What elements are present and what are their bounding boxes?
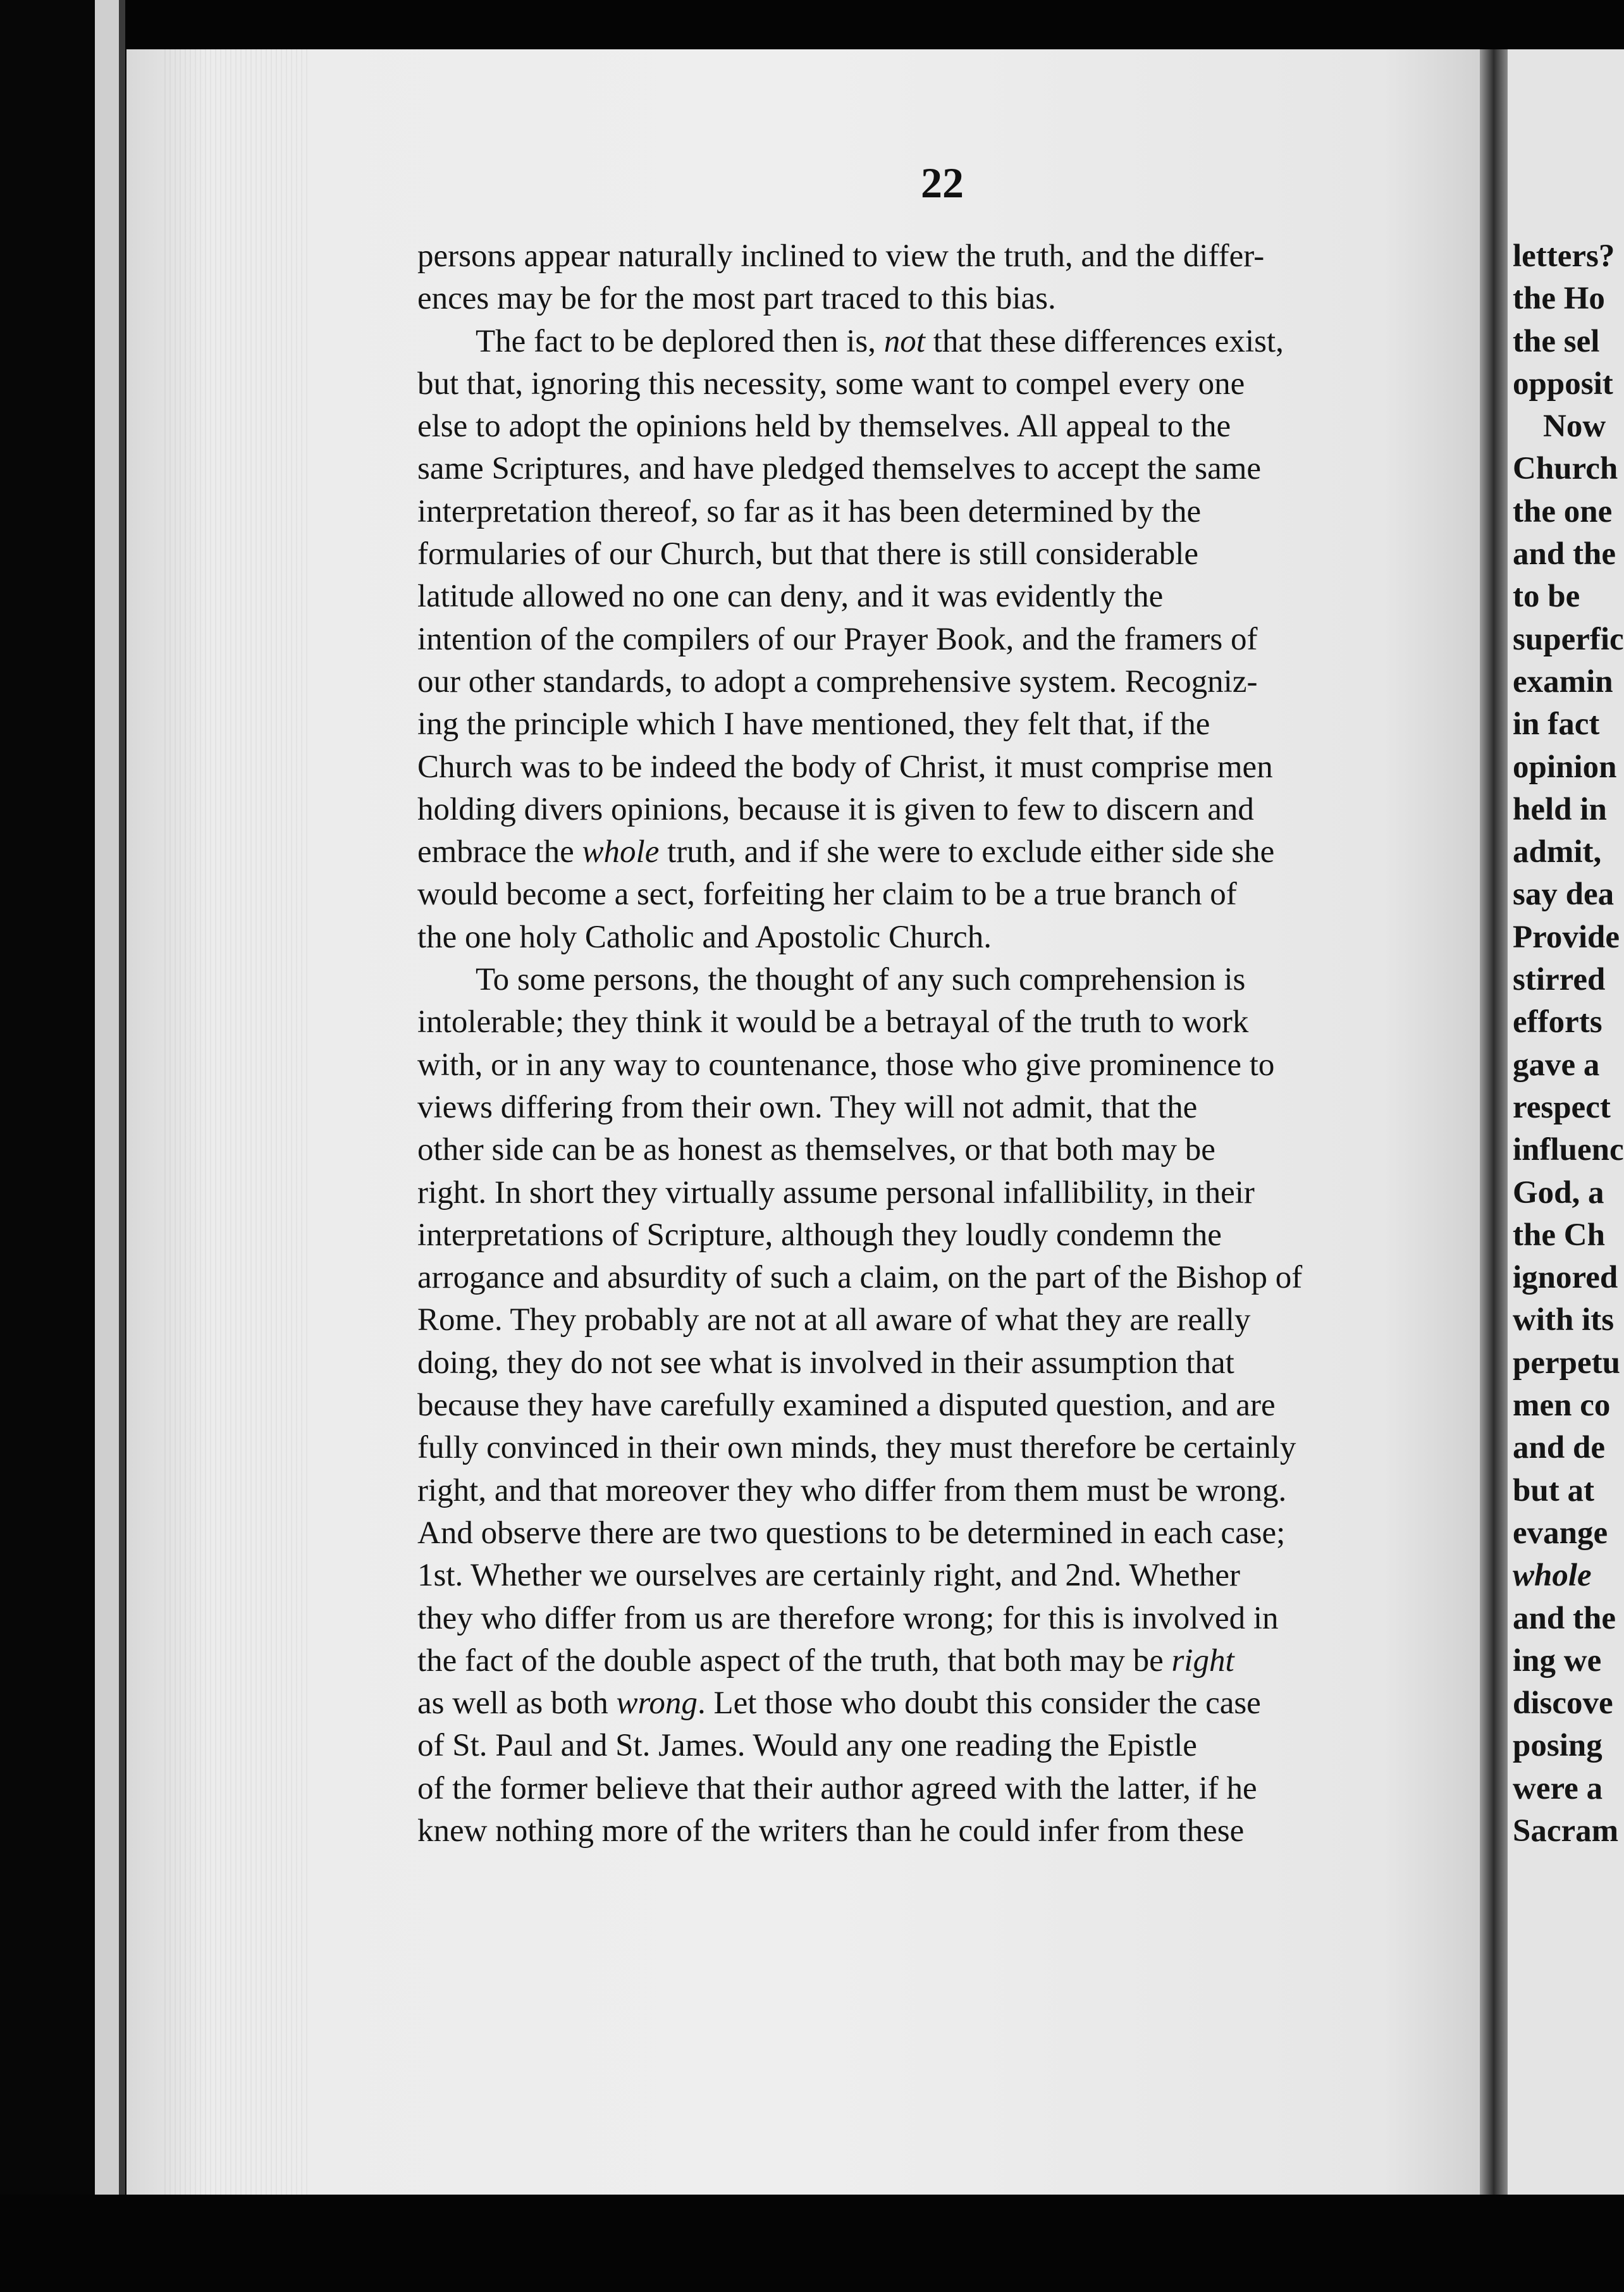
text-line: [417, 491, 1480, 533]
right-page-line: ing we: [1513, 1642, 1602, 1679]
right-page-line: God, a: [1513, 1174, 1604, 1211]
right-page-text: [1513, 235, 1624, 1852]
scanner-frame-bottom: [0, 2195, 1624, 2292]
text-run: embrace the: [417, 834, 582, 870]
emphasis-text: right: [1171, 1642, 1234, 1679]
text-line: [417, 1555, 1480, 1597]
text-line: [417, 1682, 1480, 1725]
right-page-line: letters?: [1513, 238, 1615, 274]
text-run: views differing from their own. They will not admit, that the: [417, 1089, 1198, 1125]
text-line: [417, 661, 1480, 703]
text-line: [417, 1470, 1480, 1512]
text-run: of St. Paul and St. James. Would any one reading the Epistle: [417, 1728, 1197, 1764]
right-page-line: men co: [1513, 1388, 1611, 1424]
text-line: [417, 1342, 1480, 1384]
text-run: persons appear naturally inclined to view the truth, and the differ-: [417, 238, 1265, 274]
text-line: [417, 405, 1480, 448]
text-line: [417, 746, 1480, 789]
text-line: [417, 448, 1480, 490]
text-line: [417, 1257, 1480, 1299]
text-line: [417, 1512, 1480, 1555]
right-page-line: opposit: [1513, 366, 1613, 402]
text-line: [417, 959, 1480, 1001]
text-run: formularies of our Church, but that there is still considerable: [417, 536, 1199, 572]
text-run: doing, they do not see what is involved in their assumption that: [417, 1345, 1234, 1381]
text-line: [417, 533, 1480, 576]
text-run: else to adopt the opinions held by themselves. All appeal to the: [417, 409, 1231, 445]
text-run: same Scriptures, and have pledged themselves to accept the same: [417, 451, 1262, 487]
text-line: [417, 1087, 1480, 1129]
text-run: Rome. They probably are not at all aware of what they are really: [417, 1302, 1251, 1338]
text-run: but that, ignoring this necessity, some want to compel every one: [417, 366, 1245, 402]
right-page-line: the sel: [1513, 323, 1600, 359]
text-run: they who differ from us are therefore wrong; for this is involved in: [417, 1600, 1279, 1636]
right-page-line: posing: [1513, 1728, 1602, 1764]
text-run: truth, and if she were to exclude either side she: [659, 834, 1275, 870]
right-page-line: influenc: [1513, 1132, 1624, 1168]
page-edges: [164, 49, 310, 2195]
right-page-line: stirred: [1513, 962, 1606, 998]
right-page-line: Sacram: [1513, 1813, 1619, 1849]
text-run: right, and that moreover they who differ from them must be wrong.: [417, 1472, 1287, 1508]
right-page-line: were a: [1513, 1770, 1603, 1806]
text-line: [417, 1299, 1480, 1341]
text-run: right. In short they virtually assume personal infallibility, in their: [417, 1174, 1255, 1211]
right-page-line: opinion: [1513, 749, 1617, 785]
scanner-frame-strip: [95, 0, 119, 2292]
text-run: our other standards, to adopt a comprehensive system. Recogniz-: [417, 663, 1258, 699]
text-run: would become a sect, forfeiting her claim to be a true branch of: [417, 877, 1237, 913]
right-page-line: efforts: [1513, 1004, 1602, 1040]
text-run: fully convinced in their own minds, they must therefore be certainly: [417, 1430, 1296, 1466]
right-page-line: and de: [1513, 1430, 1605, 1466]
right-page-line: [1513, 1555, 1624, 1597]
right-page-line: gave a: [1513, 1047, 1600, 1083]
text-line: [417, 1640, 1480, 1682]
text-line: [417, 1214, 1480, 1257]
text-line: [417, 619, 1480, 661]
right-page-line: examin: [1513, 663, 1613, 699]
page-number: 22: [921, 159, 964, 207]
text-line: [417, 363, 1480, 405]
text-run: with, or in any way to countenance, those who give prominence to: [417, 1047, 1275, 1083]
text-line: [417, 235, 1480, 278]
text-run: that these differences exist,: [925, 323, 1284, 359]
right-page-line: the Ch: [1513, 1217, 1605, 1253]
right-page-line: Now: [1543, 409, 1606, 445]
text-run: other side can be as honest as themselves, or that both may be: [417, 1132, 1215, 1168]
text-run: . Let those who doubt this consider the case: [697, 1685, 1261, 1722]
emphasis-text: wrong: [616, 1685, 698, 1722]
right-page-line: evange: [1513, 1515, 1608, 1551]
right-page-line: superfic: [1513, 621, 1624, 657]
text-run: knew nothing more of the writers than he could infer from these: [417, 1813, 1245, 1849]
text-run: as well as both: [417, 1685, 617, 1722]
text-run: the fact of the double aspect of the truth, that both may be: [417, 1642, 1172, 1679]
right-page-line: and the: [1513, 536, 1616, 572]
text-run: interpretations of Scripture, although they loudly condemn the: [417, 1217, 1222, 1253]
text-line: [417, 789, 1480, 831]
text-run: arrogance and absurdity of such a claim, on the part of the Bishop of: [417, 1260, 1303, 1296]
right-page-line: but at: [1513, 1472, 1594, 1508]
text-line: [417, 1725, 1480, 1767]
text-run: The fact to be deplored then is,: [476, 323, 884, 359]
right-page-line: in fact: [1513, 706, 1600, 742]
text-run: intolerable; they think it would be a betrayal of the truth to work: [417, 1004, 1249, 1040]
book-gutter: [1480, 49, 1508, 2195]
right-page-line: respect: [1513, 1089, 1611, 1125]
text-run: because they have carefully examined a disputed question, and are: [417, 1388, 1276, 1424]
right-page-line: held in: [1513, 791, 1607, 827]
emphasis-text: whole: [582, 834, 660, 870]
text-line: [417, 1001, 1480, 1044]
right-page-line: Church: [1513, 451, 1618, 487]
text-line: [417, 1427, 1480, 1469]
text-line: [417, 1384, 1480, 1427]
right-page-line: the Ho: [1513, 281, 1605, 317]
text-line: [417, 1810, 1480, 1852]
scanner-frame-strip-shadow: [119, 0, 125, 2292]
text-run: ences may be for the most part traced to this bias.: [417, 281, 1056, 317]
text-line: [417, 321, 1480, 363]
right-page-line: with its: [1513, 1302, 1615, 1338]
right-page-line: the one: [1513, 493, 1613, 529]
text-run: ing the principle which I have mentioned, they felt that, if the: [417, 706, 1210, 742]
text-run: holding divers opinions, because it is given to few to discern and: [417, 791, 1254, 827]
text-line: [417, 916, 1480, 959]
body-text: [417, 235, 1480, 1852]
text-line: [417, 1598, 1480, 1640]
text-run: latitude allowed no one can deny, and it was evidently the: [417, 579, 1164, 615]
right-page-line: and the: [1513, 1600, 1616, 1636]
text-line: [417, 278, 1480, 320]
right-page-line: ignored: [1513, 1260, 1618, 1296]
right-page-line: perpetu: [1513, 1345, 1620, 1381]
text-line: [417, 1768, 1480, 1810]
right-page-line: to be: [1513, 579, 1580, 615]
text-line: [417, 1044, 1480, 1087]
text-run: And observe there are two questions to be determined in each case;: [417, 1515, 1286, 1551]
text-run: of the former believe that their author agreed with the latter, if he: [417, 1770, 1257, 1806]
text-run: interpretation thereof, so far as it has been determined by the: [417, 493, 1202, 529]
scanner-frame-top: [0, 0, 1624, 51]
text-line: [417, 1129, 1480, 1171]
text-run: the one holy Catholic and Apostolic Church.: [417, 919, 992, 955]
text-line: [417, 831, 1480, 873]
text-run: To some persons, the thought of any such comprehension is: [476, 962, 1246, 998]
right-page-line: Provide: [1513, 919, 1620, 955]
text-line: [417, 873, 1480, 916]
emphasis-text: whole: [1513, 1558, 1592, 1594]
right-page-line: admit,: [1513, 834, 1602, 870]
text-line: [417, 576, 1480, 618]
text-run: Church was to be indeed the body of Christ, it must comprise men: [417, 749, 1273, 785]
text-run: intention of the compilers of our Prayer Book, and the framers of: [417, 621, 1258, 657]
emphasis-text: not: [883, 323, 925, 359]
right-page-line: discove: [1513, 1685, 1613, 1722]
text-run: 1st. Whether we ourselves are certainly right, and 2nd. Whether: [417, 1558, 1240, 1594]
text-line: [417, 1172, 1480, 1214]
text-line: [417, 703, 1480, 746]
right-page-line: say dea: [1513, 877, 1615, 913]
